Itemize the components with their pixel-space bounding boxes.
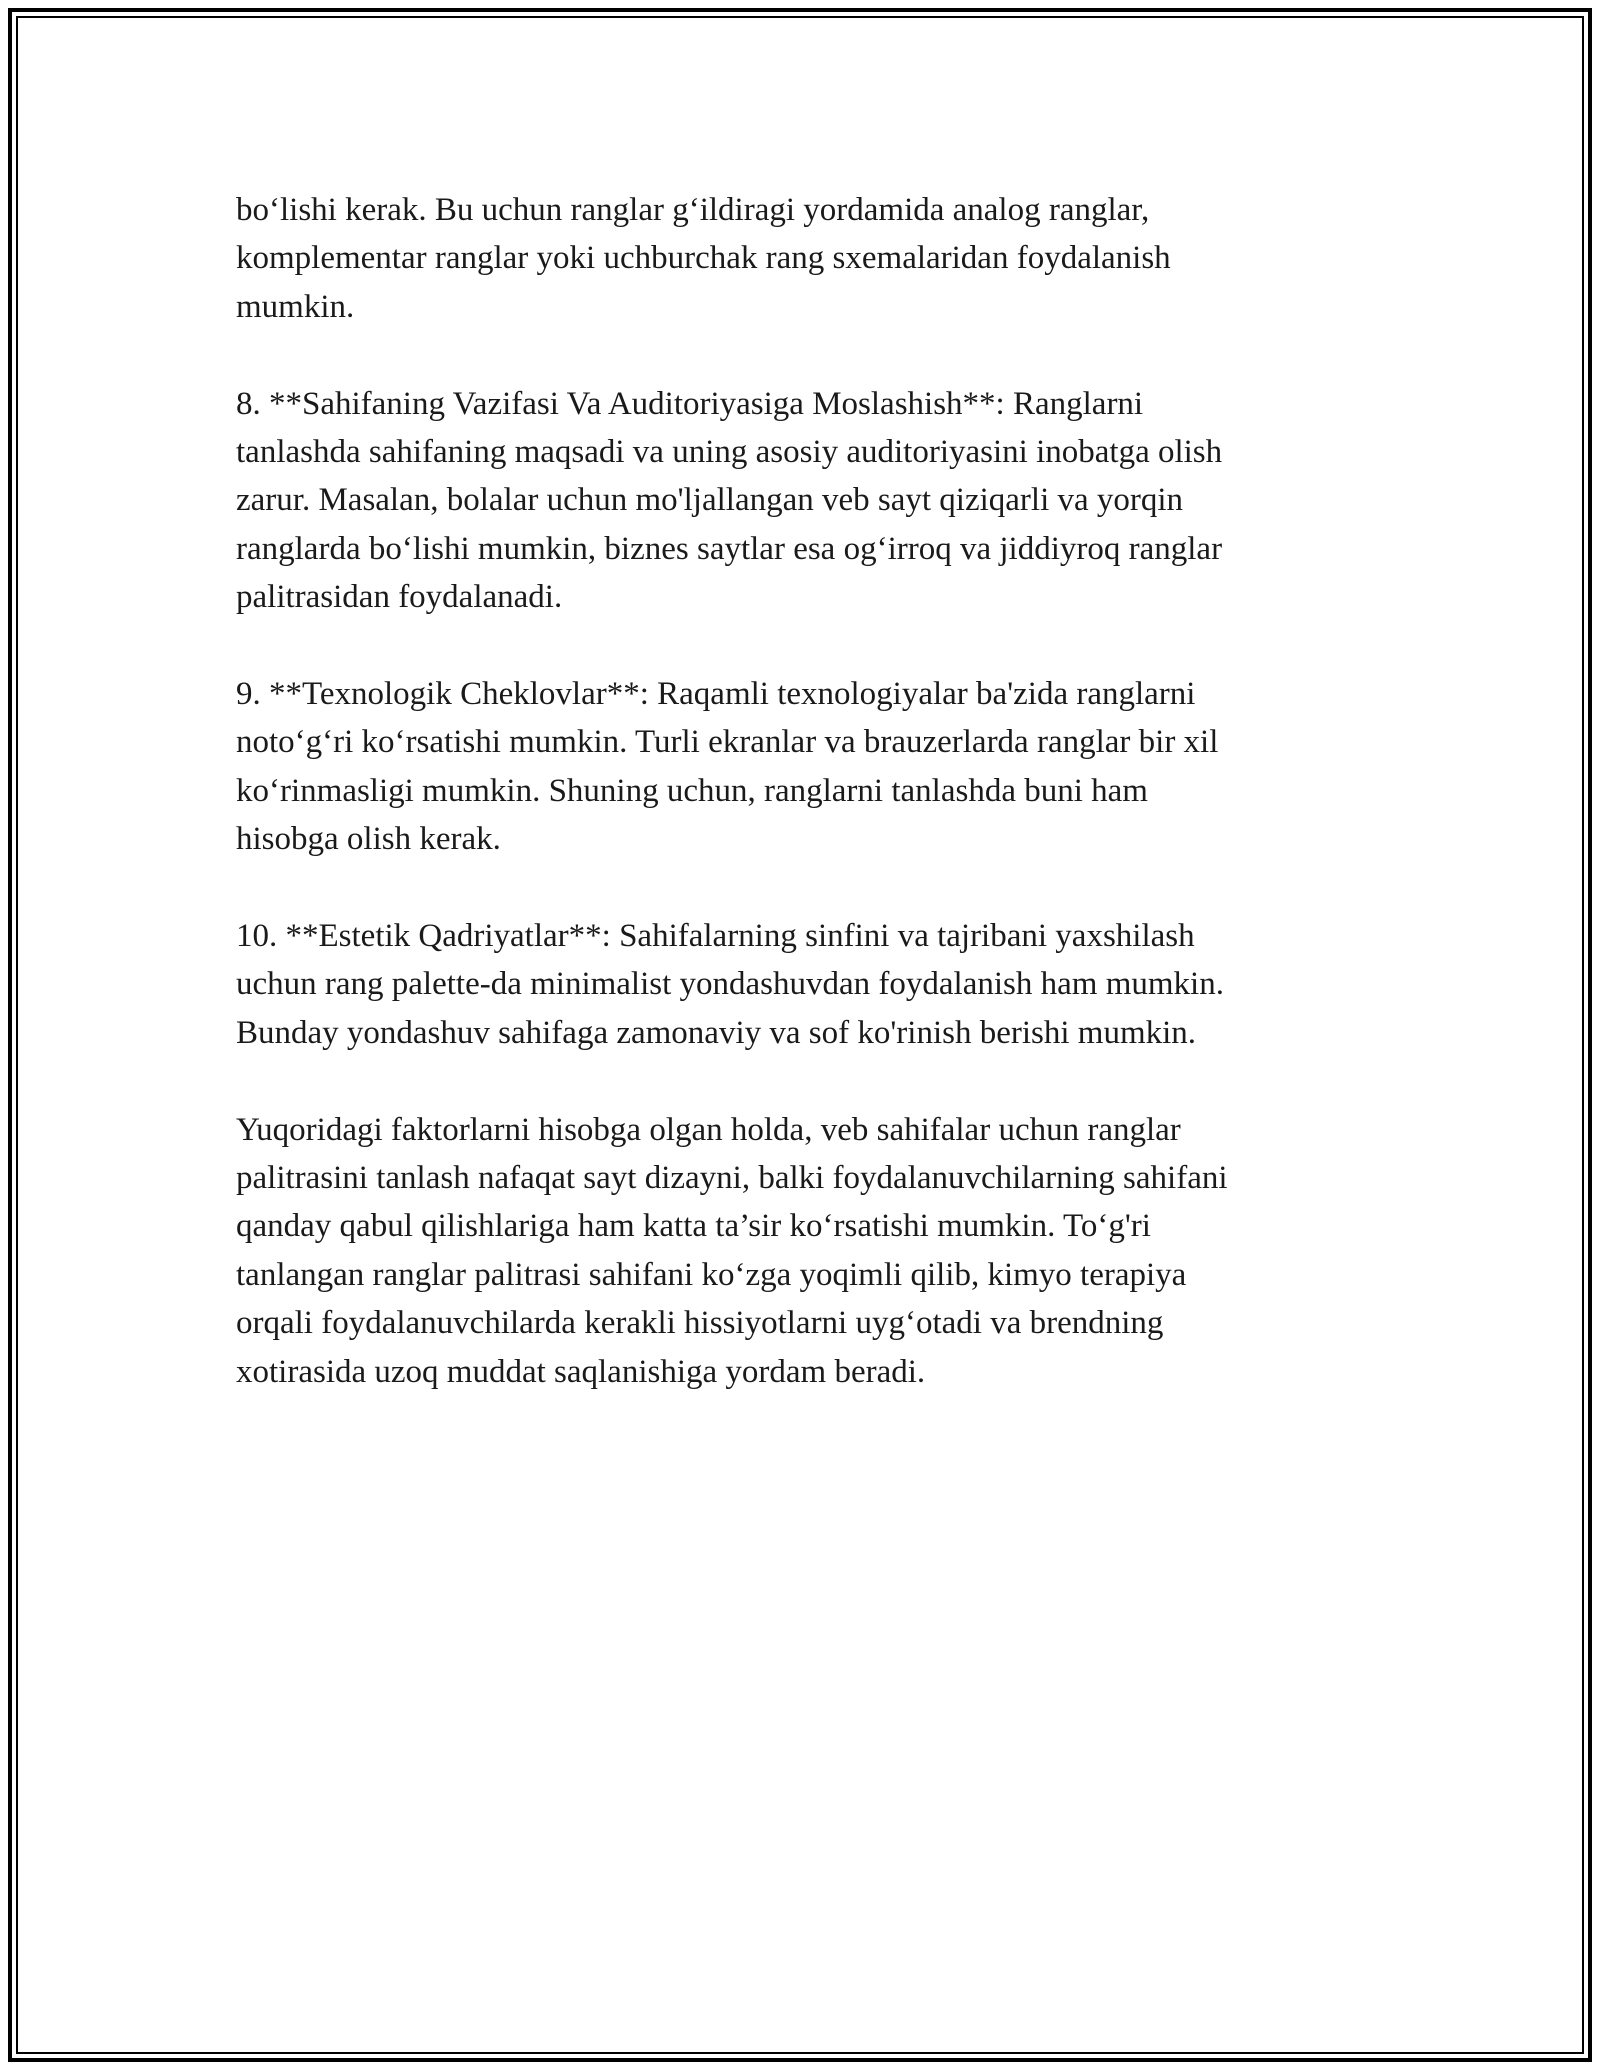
- text-line: palitrasini tanlash nafaqat sayt dizayni, balki foydalanuvchilarning sahifani: [236, 1160, 1228, 1197]
- paragraph-item-8: [236, 380, 1366, 622]
- text-line: Bunday yondashuv sahifaga zamonaviy va sof ko'rinish berishi mumkin.: [236, 1014, 1197, 1051]
- text-line: ko‘rinmasligi mumkin. Shuning uchun, ranglarni tanlashda buni ham: [236, 772, 1148, 809]
- text-line: ranglarda bo‘lishi mumkin, biznes saytlar esa og‘irroq va jiddiyroq ranglar: [236, 530, 1223, 567]
- text-line: uchun rang palette-da minimalist yondashuvdan foydalanish ham mumkin.: [236, 966, 1224, 1003]
- text-line: 9. **Texnologik Cheklovlar**: Raqamli texnologiyalar ba'zida ranglarni: [236, 676, 1196, 713]
- text-line: xotirasida uzoq muddat saqlanishiga yordam beradi.: [236, 1353, 926, 1390]
- text-line: 10. **Estetik Qadriyatlar**: Sahifalarning sinfini va tajribani yaxshilash: [236, 918, 1195, 955]
- text-line: hisobga olish kerak.: [236, 821, 501, 858]
- text-line: noto‘g‘ri ko‘rsatishi mumkin. Turli ekranlar va brauzerlarda ranglar bir xil: [236, 724, 1219, 761]
- text-line: palitrasidan foydalanadi.: [236, 579, 563, 616]
- text-line: Yuqoridagi faktorlarni hisobga olgan holda, veb sahifalar uchun ranglar: [236, 1111, 1181, 1148]
- text-line: 8. **Sahifaning Vazifasi Va Auditoriyasiga Moslashish**: Ranglarni: [236, 385, 1144, 422]
- paragraph-item-9: [236, 670, 1366, 864]
- text-line: qanday qabul qilishlariga ham katta ta’sir ko‘rsatishi mumkin. To‘g'ri: [236, 1208, 1151, 1245]
- text-line: bo‘lishi kerak. Bu uchun ranglar g‘ildiragi yordamida analog ranglar,: [236, 192, 1150, 228]
- text-line: mumkin.: [236, 288, 355, 325]
- text-line: zarur. Masalan, bolalar uchun mo'ljallangan veb sayt qiziqarli va yorqin: [236, 482, 1184, 519]
- text-line: tanlangan ranglar palitrasi sahifani ko‘zga yoqimli qilib, kimyo terapiya: [236, 1256, 1187, 1293]
- paragraph-item-10: [236, 912, 1366, 1057]
- text-line: orqali foydalanuvchilarda kerakli hissiyotlarni uyg‘otadi va brendning: [236, 1305, 1164, 1342]
- paragraph-conclusion: [236, 1106, 1366, 1396]
- paragraph-continuation: [236, 186, 1366, 331]
- text-line: tanlashda sahifaning maqsadi va uning asosiy auditoriyasini inobatga olish: [236, 434, 1223, 471]
- document-body: [236, 186, 1366, 1444]
- text-line: komplementar ranglar yoki uchburchak rang sxemalaridan foydalanish: [236, 240, 1171, 277]
